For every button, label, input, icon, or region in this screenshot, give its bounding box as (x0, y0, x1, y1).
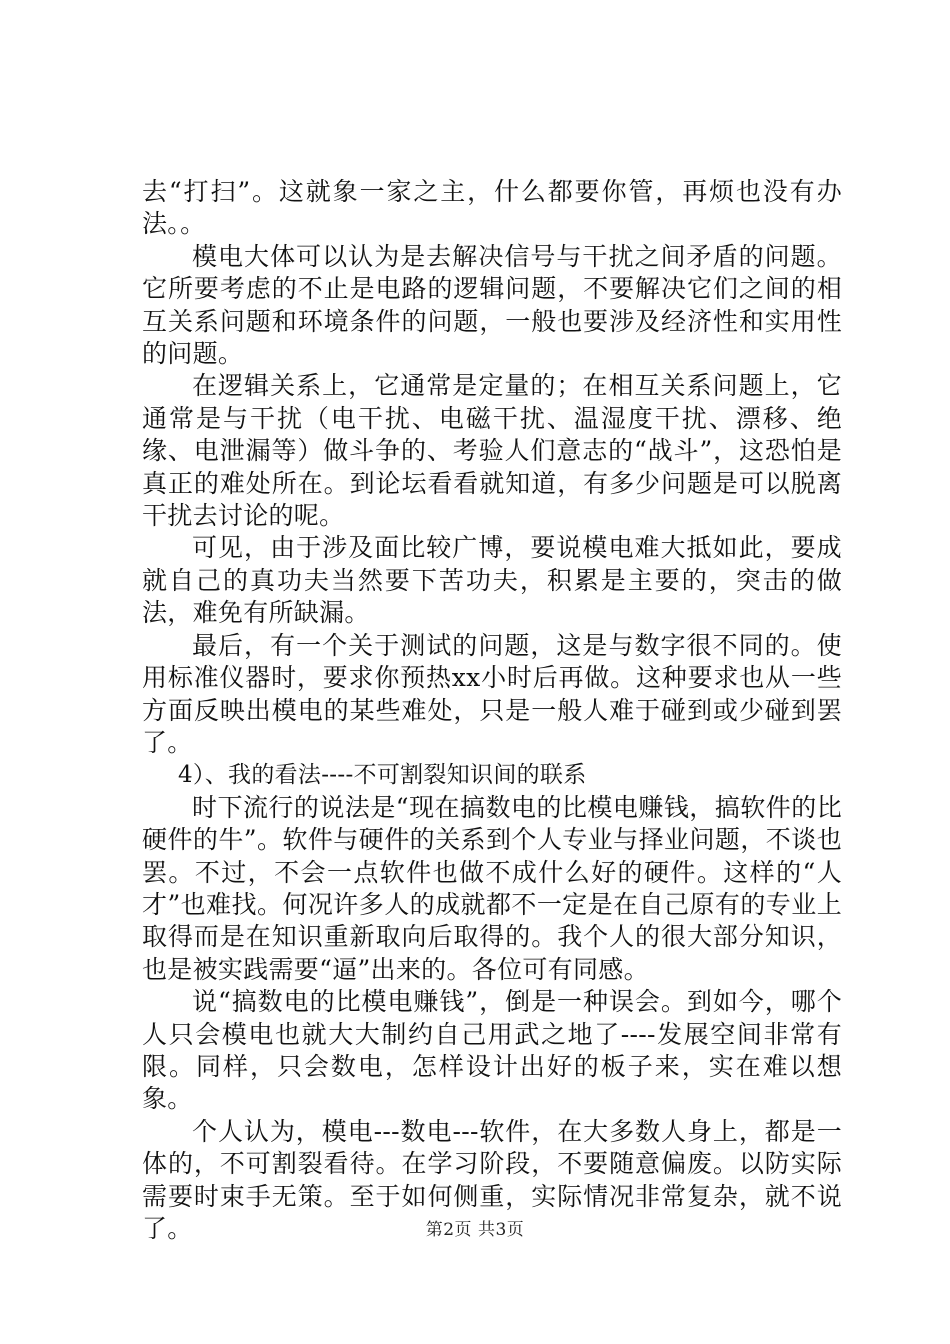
paragraph-personal-view: 个人认为，模电---数电---软件，在大多数人身上，都是一体的，不可割裂看待。在学习阶段，不要随意偏废。以防实际需要时束手无策。至于如何侧重，实际情况非常复杂，就不说了。 (142, 1116, 842, 1243)
page-footer: 第2页 共3页 (425, 1220, 525, 1240)
paragraph-misunderstanding: 说“搞数电的比模电赚钱”，倒是一种误会。到如今，哪个人只会模电也就大大制约自己用武之地了----发展空间非常有限。同样，只会数电，怎样设计出好的板子来，实在难以想象。 (142, 987, 842, 1114)
paragraph-continuation: 去“打扫”。这就象一家之主，什么都要你管，再烦也没有办法。。 (142, 177, 842, 239)
paragraph-conclusion-effort: 可见，由于涉及面比较广博，要说模电难大抵如此，要成就自己的真功夫当然要下苦功夫，积累是主要的，突击的做法，难免有所缺漏。 (142, 533, 842, 628)
section-heading: 4）、我的看法----不可割裂知识间的联系 (178, 762, 587, 789)
paragraph-testing: 最后，有一个关于测试的问题，这是与数字很不同的。使用标准仪器时，要求你预热xx小时后再做。这种要求也从一些方面反映出模电的某些难处，只是一般人难于碰到或少碰到罢了。 (142, 630, 842, 757)
document-body (142, 176, 842, 1245)
paragraph-logic-relations: 在逻辑关系上，它通常是定量的；在相互关系问题上，它通常是与干扰（电干扰、电磁干扰、温湿度干扰、漂移、绝缘、电泄漏等）做斗争的、考验人们意志的“战斗”，这恐怕是真正的难处所在。到论坛看看就知道，有多少问题是可以脱离干扰去讨论的呢。 (142, 371, 842, 531)
paragraph-analog-problems: 模电大体可以认为是去解决信号与干扰之间矛盾的问题。它所要考虑的不止是电路的逻辑问题，不要解决它们之间的相互关系问题和环境条件的问题，一般也要涉及经济性和实用性的问题。 (142, 241, 842, 369)
paragraph-popular-saying: 时下流行的说法是“现在搞数电的比模电赚钱，搞软件的比硬件的牛”。软件与硬件的关系到个人专业与择业问题，不谈也罢。不过，不会一点软件也做不成什么好的硬件。这样的“人才”也难找。何况许多人的成就都不一定是在自己原有的专业上取得而是在知识重新取向后取得的。我个人的很大部分知识，也是被实践需要“逼”出来的。各位可有同感。 (142, 792, 842, 984)
